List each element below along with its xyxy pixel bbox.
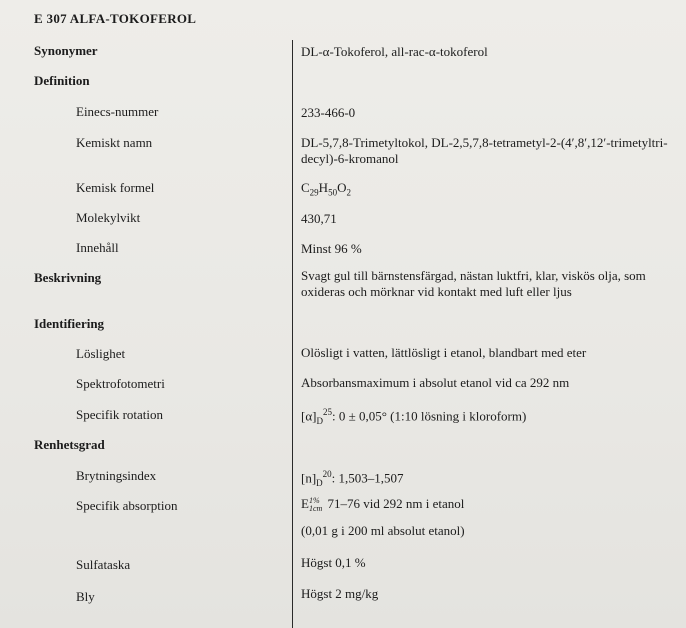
label-einecs: Einecs-nummer [76,104,159,119]
value-innehall: Minst 96 % [301,241,362,256]
brytning-sup: 20 [322,469,332,479]
value-synonymer: DL-α-Tokoferol, all-rac-α-tokoferol [301,44,488,59]
formula-o-sub: 2 [346,187,351,198]
label-beskrivning: Beskrivning [34,270,102,285]
formula-c-sub: 29 [309,187,319,198]
rotation-sub: D [316,415,323,426]
value-sulfataska: Högst 0,1 % [301,555,366,570]
rotation-value: : 0 ± 0,05° (1:10 lösning i kloroform) [331,408,527,424]
brytning-prefix: [n] [301,470,317,486]
label-specifik-absorption: Specifik absorption [76,498,178,513]
value-specifik-absorption [301,496,464,513]
absorption-value: 71–76 vid 292 nm i etanol [324,496,465,511]
value-kemiskt-namn: DL-5,7,8-Trimetyltokol, DL-2,5,7,8-tetrametyl-2-(4′,8′,12′-trimetyltri-decyl)-6-kromanol [301,135,668,166]
value-spektrofotometri: Absorbansmaximum i absolut etanol vid ca 292 nm [301,375,570,390]
absorption-e-sub: 1cm [308,504,323,514]
page-title: E 307 ALFA-TOKOFEROL [34,11,197,26]
value-bly: Högst 2 mg/kg [301,586,379,601]
absorption-e-indices [309,497,322,513]
section-renhetsgrad: Renhetsgrad [34,437,105,452]
section-identifiering: Identifiering [34,316,105,331]
brytning-sub: D [316,477,323,488]
absorption-e-sup: 1% [308,496,320,506]
value-molekylvikt: 430,71 [301,211,337,226]
value-kemisk-formel [301,180,351,201]
label-spektrofotometri: Spektrofotometri [76,376,165,391]
label-bly: Bly [76,589,95,604]
value-specifik-rotation [301,404,526,429]
formula-h: H [318,180,329,195]
label-brytningsindex: Brytningsindex [76,468,157,483]
rotation-prefix: [α] [301,408,317,424]
value-einecs: 233-466-0 [301,105,356,120]
formula-o: O [337,180,347,195]
formula-c: C [301,180,310,195]
value-loslighet: Olösligt i vatten, lättlösligt i etanol, blandbart med eter [301,345,587,360]
value-specifik-absorption-note: (0,01 g i 200 ml absolut etanol) [301,523,465,538]
value-beskrivning: Svagt gul till bärnstensfärgad, nästan luktfri, klar, viskös olja, som oxideras och mörknar vid kontakt med luft eller ljus [301,268,646,299]
label-synonymer: Synonymer [34,43,98,58]
label-kemiskt-namn: Kemiskt namn [76,135,153,150]
label-kemisk-formel: Kemisk formel [76,180,155,195]
column-divider [292,40,293,628]
label-innehall: Innehåll [76,240,119,255]
label-molekylvikt: Molekylvikt [76,210,141,225]
label-sulfataska: Sulfataska [76,557,131,572]
section-definition: Definition [34,73,90,88]
label-loslighet: Löslighet [76,346,126,361]
formula-h-sub: 50 [328,187,338,198]
value-brytningsindex [301,466,404,491]
label-specifik-rotation: Specifik rotation [76,407,164,422]
rotation-sup: 25 [322,407,332,417]
brytning-value: : 1,503–1,507 [331,470,404,486]
absorption-e: E [301,496,309,511]
